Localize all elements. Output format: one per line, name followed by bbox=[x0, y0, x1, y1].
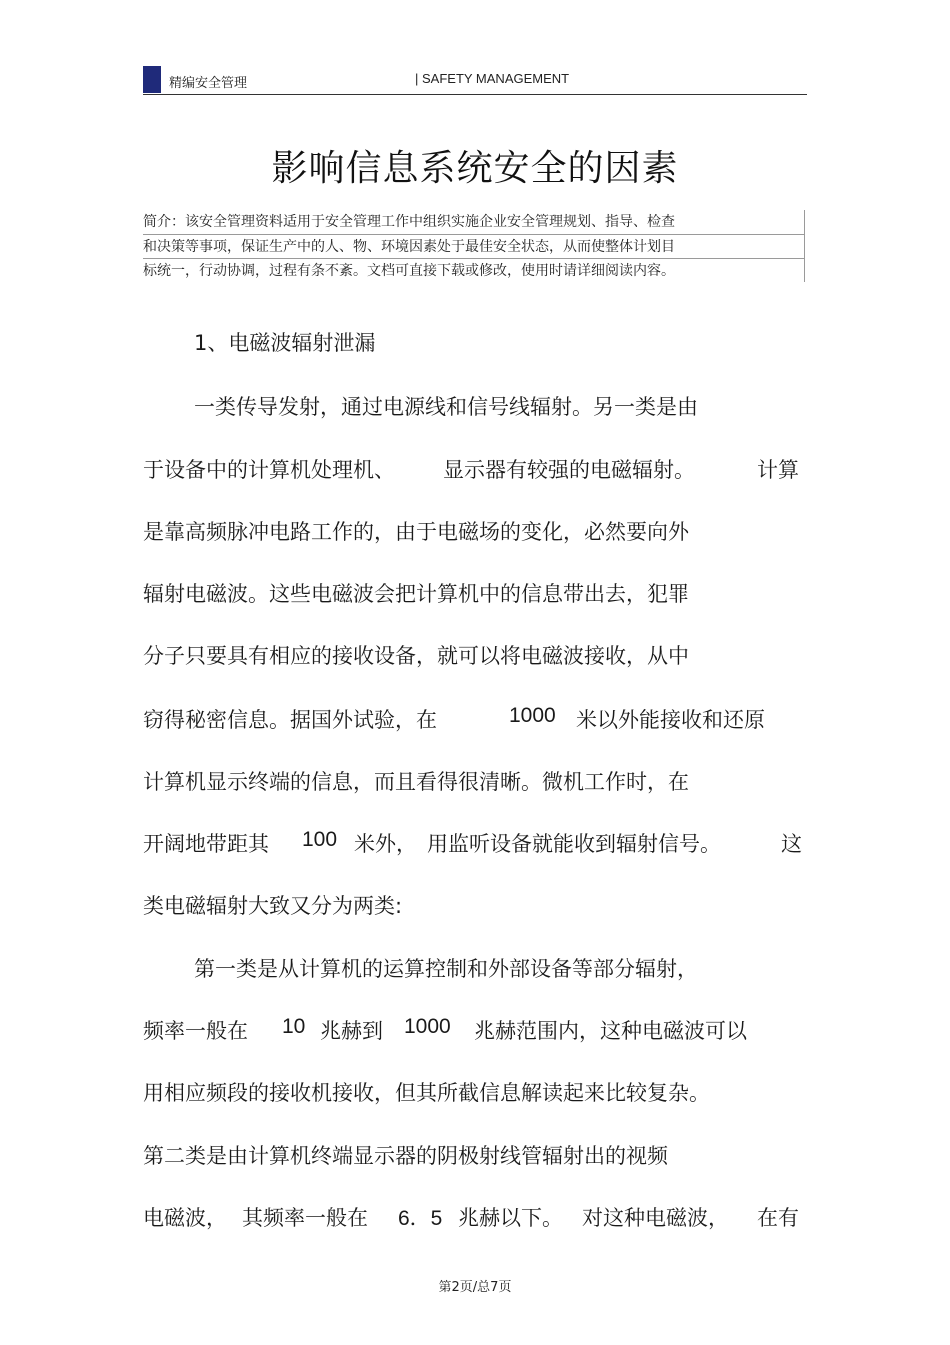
paragraph-line-text: 兆赫到 bbox=[320, 1019, 383, 1043]
paragraph-line-text: 辐射电磁波。这些电磁波会把计算机中的信息带出去，犯罪 bbox=[143, 582, 689, 606]
paragraph-line-text: 在有 bbox=[757, 1206, 799, 1230]
intro-box bbox=[143, 210, 805, 282]
intro-line: 标统一，行动协调，过程有条不紊。文档可直接下载或修改，使用时请详细阅读内容。 bbox=[143, 258, 805, 282]
paragraph-line-text: 计算机显示终端的信息，而且看得很清晰。微机工作时，在 bbox=[143, 770, 689, 794]
paragraph-line-text: 电磁波， bbox=[143, 1206, 227, 1230]
header-brand: 精编安全管理 bbox=[169, 76, 248, 91]
logo-icon bbox=[143, 66, 161, 93]
paragraph-line-text: 其频率一般在 bbox=[242, 1206, 368, 1230]
paragraph-line-text: 这 bbox=[781, 832, 802, 856]
paragraph-line-number: 1000 bbox=[404, 1015, 451, 1038]
paragraph-line-text: 计算 bbox=[757, 458, 799, 482]
paragraph-line-text: 是靠高频脉冲电路工作的，由于电磁场的变化，必然要向外 bbox=[143, 520, 689, 544]
paragraph-line-text: 兆赫以下。 bbox=[458, 1206, 563, 1230]
header-subtitle: | SAFETY MANAGEMENT bbox=[415, 71, 570, 86]
intro-line: 简介：该安全管理资料适用于安全管理工作中组织实施企业安全管理规划、指导、检查 bbox=[143, 210, 805, 234]
paragraph-line-text: 分子只要具有相应的接收设备，就可以将电磁波接收，从中 bbox=[143, 644, 689, 668]
paragraph-line-text: 于设备中的计算机处理机、 bbox=[143, 458, 395, 482]
paragraph-line-text: 对这种电磁波， bbox=[582, 1206, 729, 1230]
paragraph-line-text: 第一类是从计算机的运算控制和外部设备等部分辐射， bbox=[194, 957, 698, 981]
document-title: 影响信息系统安全的因素 bbox=[271, 148, 679, 189]
page-number: 第2页/总7页 bbox=[438, 1280, 512, 1295]
section-heading-text: 1、电磁波辐射泄漏 bbox=[194, 331, 376, 355]
paragraph-line-text: 开阔地带距其 bbox=[143, 832, 269, 856]
paragraph-line-text: 用相应频段的接收机接收，但其所截信息解读起来比较复杂。 bbox=[143, 1081, 710, 1105]
paragraph-line-number: 10 bbox=[282, 1015, 306, 1038]
paragraph-line-text: 窃得秘密信息。据国外试验，在 bbox=[143, 708, 437, 732]
paragraph-line-text: 用监听设备就能收到辐射信号。 bbox=[427, 832, 721, 856]
paragraph-line-text: 一类传导发射，通过电源线和信号线辐射。另一类是由 bbox=[194, 395, 698, 419]
paragraph-line-number: 1000 bbox=[509, 704, 556, 727]
paragraph-line-text: 频率一般在 bbox=[143, 1019, 248, 1043]
paragraph-line-text: 类电磁辐射大致又分为两类: bbox=[143, 894, 403, 918]
page-header bbox=[143, 66, 807, 95]
intro-line: 和决策等事项，保证生产中的人、物、环境因素处于最佳安全状态，从而使整体计划目 bbox=[143, 234, 805, 258]
paragraph-line-text: 显示器有较强的电磁辐射。 bbox=[443, 458, 695, 482]
paragraph-line-number: 100 bbox=[302, 828, 338, 851]
paragraph-line-text: 兆赫范围内，这种电磁波可以 bbox=[474, 1019, 747, 1043]
paragraph-line-text: 第二类是由计算机终端显示器的阴极射线管辐射出的视频 bbox=[143, 1144, 668, 1168]
paragraph-line-number: 6．5 bbox=[398, 1207, 443, 1230]
paragraph-line-text: 米外， bbox=[354, 832, 417, 856]
paragraph-line-text: 米以外能接收和还原 bbox=[576, 708, 765, 732]
